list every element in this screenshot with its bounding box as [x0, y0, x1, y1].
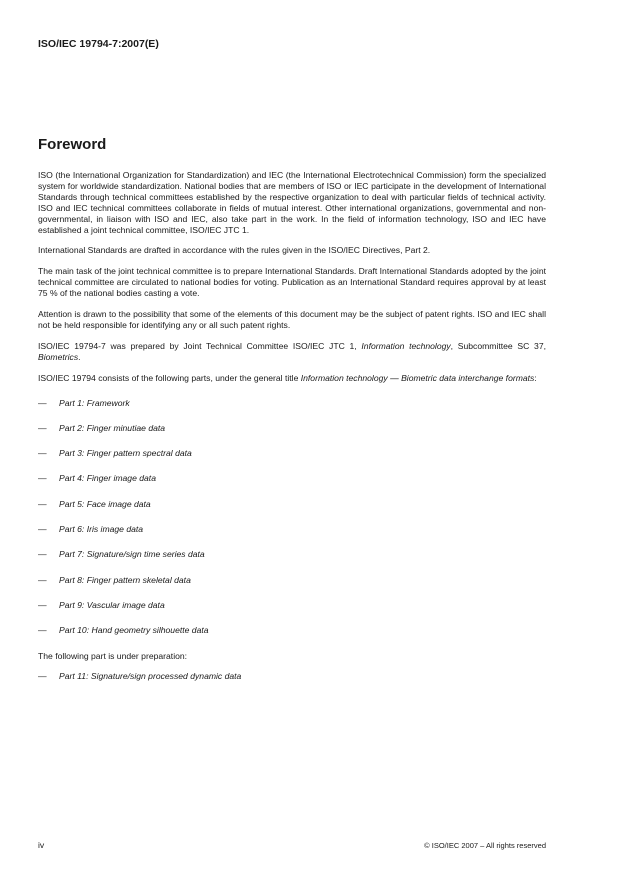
part-label: Part 2: Finger minutiae data: [59, 422, 166, 433]
list-item: [38, 625, 546, 650]
list-item: [38, 671, 546, 696]
prepared-by-committee-title: Information technology: [361, 340, 451, 351]
part-label: Part 9: Vascular image data: [59, 599, 165, 610]
document-id: ISO/IEC 19794-7:2007(E): [38, 38, 159, 50]
paragraph-in-preparation: The following part is under preparation:: [38, 650, 188, 661]
foreword-body: [38, 170, 546, 697]
paragraph-prepared-by: [38, 341, 546, 363]
paragraph-directives: International Standards are drafted in accordance with the rules given in the ISO/IEC Directives, Part 2.: [38, 245, 431, 256]
part-label: Part 5: Face image data: [59, 498, 151, 509]
dash-bullet: —: [38, 524, 47, 535]
list-item: [38, 499, 546, 524]
part-label: Part 6: Iris image data: [59, 524, 144, 535]
part-label: Part 10: Hand geometry silhouette data: [59, 625, 209, 636]
paragraph-parts-intro: [38, 373, 546, 384]
list-item: [38, 448, 546, 473]
dash-bullet: —: [38, 498, 47, 509]
paragraph-intro: ISO (the International Organization for Standardization) and IEC (the International Electrotechnical Commission) form the specialized system for worldwide standardization. National bodies that are members of ISO or IEC participate in the development of International Standards through technical committees established by the respective organization to deal with particular fields of technical activity. ISO and IEC technical committees collaborate in fields of mutual interest. Other international organizations, governmental and non-governmental, in liaison with ISO and IEC, also take part in the work. In the field of information technology, ISO and IEC have established a joint technical committee, ISO/IEC JTC 1.: [38, 170, 546, 235]
dash-bullet: —: [38, 599, 47, 610]
parts-in-preparation-list: [38, 671, 546, 696]
list-item: [38, 549, 546, 574]
parts-intro-suffix: :: [534, 372, 537, 383]
part-label: Part 7: Signature/sign time series data: [59, 549, 205, 560]
parts-intro-prefix: ISO/IEC 19794 consists of the following parts, under the general title: [38, 372, 301, 383]
part-label: Part 3: Finger pattern spectral data: [59, 448, 192, 459]
page-number: iv: [38, 840, 45, 850]
dash-bullet: —: [38, 422, 47, 433]
dash-bullet: —: [38, 625, 47, 636]
part-label: Part 11: Signature/sign processed dynamic data: [59, 671, 242, 682]
dash-bullet: —: [38, 397, 47, 408]
parts-intro-general-title: Information technology — Biometric data interchange formats: [300, 372, 535, 383]
list-item: [38, 423, 546, 448]
paragraph-main-task: The main task of the joint technical committee is to prepare International Standards. Draft International Standards adopted by the joint technical committee are circulated to national bodies for voting. Publication as an International Standard requires approval by at least 75 % of the national bodies casting a vote.: [38, 266, 546, 299]
parts-list: [38, 398, 546, 651]
copyright-notice: © ISO/IEC 2007 – All rights reserved: [424, 841, 546, 850]
dash-bullet: —: [38, 671, 47, 682]
list-item: [38, 575, 546, 600]
list-item: [38, 524, 546, 549]
part-label: Part 8: Finger pattern skeletal data: [59, 574, 191, 585]
prepared-by-mid: , Subcommittee SC 37,: [450, 340, 546, 351]
part-label: Part 4: Finger image data: [59, 473, 156, 484]
part-label: Part 1: Framework: [59, 397, 130, 408]
prepared-by-prefix: ISO/IEC 19794-7 was prepared by Joint Technical Committee ISO/IEC JTC 1,: [38, 340, 362, 351]
dash-bullet: —: [38, 473, 47, 484]
prepared-by-subcommittee-title: Biometrics: [38, 351, 79, 362]
prepared-by-suffix: .: [78, 351, 81, 362]
dash-bullet: —: [38, 549, 47, 560]
dash-bullet: —: [38, 574, 47, 585]
list-item: [38, 473, 546, 498]
section-title: Foreword: [38, 136, 107, 153]
list-item: [38, 398, 546, 423]
list-item: [38, 600, 546, 625]
dash-bullet: —: [38, 448, 47, 459]
paragraph-patent: Attention is drawn to the possibility that some of the elements of this document may be the subject of patent rights. ISO and IEC shall not be held responsible for identifying any or all such patent rights.: [38, 309, 546, 330]
